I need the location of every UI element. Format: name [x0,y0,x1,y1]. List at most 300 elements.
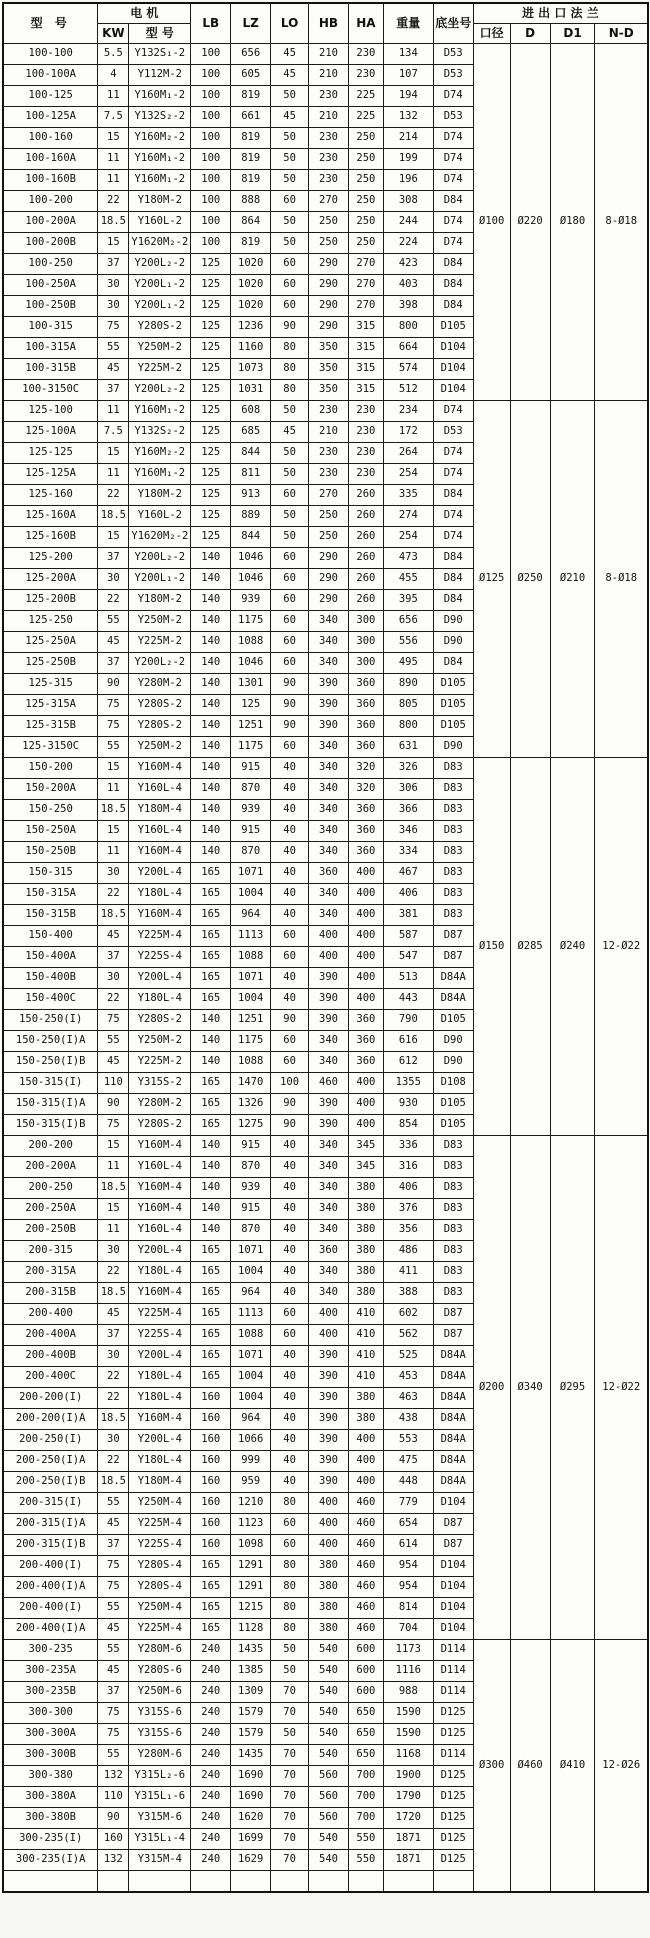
cell-model: 125-315B [3,716,98,737]
cell-ha: 230 [348,44,383,65]
cell-kw: 15 [98,821,129,842]
cell-base-no: D105 [433,1094,473,1115]
column-header-ha: HA [348,3,383,44]
cell-lb: 125 [191,254,231,275]
cell-lb: 160 [191,1472,231,1493]
cell-lb: 240 [191,1661,231,1682]
cell-lo: 70 [271,1829,309,1850]
cell-motor-model: Y200L-4 [129,1430,191,1451]
cell-weight: 475 [383,1451,433,1472]
cell-ha: 380 [348,1241,383,1262]
cell-ha: 650 [348,1703,383,1724]
cell-weight: 335 [383,485,433,506]
cell-ha: 460 [348,1535,383,1556]
cell-lb: 140 [191,1136,231,1157]
cell-hb: 390 [309,989,349,1010]
cell-motor-model: Y1620M₂-2 [129,233,191,254]
cell-lo: 50 [271,464,309,485]
cell-model: 100-250A [3,275,98,296]
cell-lb: 165 [191,884,231,905]
cell-lb: 140 [191,590,231,611]
cell-hb: 340 [309,1178,349,1199]
cell-ha: 250 [348,149,383,170]
cell-lo: 70 [271,1787,309,1808]
cell-lo: 40 [271,884,309,905]
cell-kw: 15 [98,443,129,464]
cell-base-no: D105 [433,1010,473,1031]
table-row [3,758,648,779]
cell-hb: 340 [309,1157,349,1178]
cell-kw: 90 [98,1808,129,1829]
cell-lz: 870 [231,842,271,863]
cell-lz: 1046 [231,548,271,569]
cell-lb: 160 [191,1409,231,1430]
cell-lz: 1020 [231,275,271,296]
cell-kw: 11 [98,149,129,170]
cell-model: 200-315(I)B [3,1535,98,1556]
cell-lo: 60 [271,254,309,275]
cell-model: 200-400B [3,1346,98,1367]
cell-base-no: D87 [433,1514,473,1535]
column-header-lz: LZ [231,3,271,44]
cell-ha: 345 [348,1136,383,1157]
cell-base-no: D83 [433,1178,473,1199]
cell-lb: 165 [191,1262,231,1283]
cell-model: 100-315A [3,338,98,359]
cell-weight: 547 [383,947,433,968]
cell-lb: 140 [191,632,231,653]
cell-lb: 140 [191,716,231,737]
cell-model: 200-200(I)A [3,1409,98,1430]
cell-kw: 22 [98,191,129,212]
cell-weight: 631 [383,737,433,758]
cell-motor-model: Y280S-2 [129,1115,191,1136]
cell-ha: 460 [348,1493,383,1514]
cell-kw: 55 [98,1745,129,1766]
cell-motor-model: Y180M-4 [129,800,191,821]
cell-ha: 380 [348,1178,383,1199]
cell-hb: 350 [309,359,349,380]
cell-base-no: D84A [433,1346,473,1367]
cell-weight: 1168 [383,1745,433,1766]
cell-lo: 90 [271,1010,309,1031]
cell-motor-model: Y160L-4 [129,779,191,800]
cell-lz: 1620 [231,1808,271,1829]
cell-ha: 650 [348,1724,383,1745]
cell-lb: 125 [191,506,231,527]
cell-lz: 1291 [231,1577,271,1598]
cell-motor-model: Y250M-2 [129,737,191,758]
cell-lo: 40 [271,863,309,884]
cell-motor-model: Y315L₂-6 [129,1766,191,1787]
cell-lo: 90 [271,317,309,338]
cell-ha: 320 [348,779,383,800]
cell-hb: 340 [309,1052,349,1073]
cell-lz: 1435 [231,1745,271,1766]
cell-lb: 125 [191,380,231,401]
cell-ha: 600 [348,1640,383,1661]
cell-model: 100-100 [3,44,98,65]
cell-hb: 390 [309,1388,349,1409]
cell-base-no: D83 [433,905,473,926]
cell-weight: 954 [383,1577,433,1598]
cell-ha: 400 [348,947,383,968]
cell-kw: 30 [98,1430,129,1451]
cell-base-no: D90 [433,632,473,653]
cell-hb: 250 [309,527,349,548]
cell-lz: 870 [231,1220,271,1241]
cell-ha: 270 [348,296,383,317]
cell-base-no: D83 [433,1283,473,1304]
cell-lb: 140 [191,842,231,863]
cell-lz: 889 [231,506,271,527]
cell-hb: 390 [309,1451,349,1472]
cell-ha: 380 [348,1409,383,1430]
cell-lz: 959 [231,1472,271,1493]
cell-kw: 37 [98,380,129,401]
cell-ha: 360 [348,737,383,758]
cell-base-no: D84 [433,548,473,569]
cell-lo: 40 [271,968,309,989]
cell-model: 150-315(I) [3,1073,98,1094]
cell-base-no: D105 [433,1115,473,1136]
cell-hb: 340 [309,779,349,800]
cell-kw: 11 [98,170,129,191]
cell-kw: 45 [98,926,129,947]
cell-base-no: D87 [433,1535,473,1556]
cell-lb: 240 [191,1850,231,1871]
cell-model: 100-200 [3,191,98,212]
cell-hb: 340 [309,758,349,779]
cell-lb: 165 [191,968,231,989]
cell-kw: 4 [98,65,129,86]
cell-lb: 125 [191,422,231,443]
cell-model: 100-160B [3,170,98,191]
cell-ha: 380 [348,1220,383,1241]
cell-model: 200-400(I)A [3,1577,98,1598]
column-header-model: 型 号 [3,3,98,44]
cell-motor-model: Y280S-2 [129,317,191,338]
cell-weight: 234 [383,401,433,422]
cell-ha: 300 [348,632,383,653]
cell-ha: 650 [348,1745,383,1766]
cell-hb: 400 [309,1535,349,1556]
header-row-1 [3,3,648,24]
cell-model: 300-235(I) [3,1829,98,1850]
cell-motor-model: Y280M-2 [129,1094,191,1115]
cell-motor-model: Y225S-4 [129,1325,191,1346]
cell-ha: 400 [348,1430,383,1451]
cell-base-no: D84A [433,1388,473,1409]
cell-weight: 264 [383,443,433,464]
cell-weight: 467 [383,863,433,884]
cell-base-no: D83 [433,1199,473,1220]
cell-model: 100-160A [3,149,98,170]
cell-flange-d: Ø220 [510,44,550,401]
cell-base-no: D53 [433,107,473,128]
cell-weight: 463 [383,1388,433,1409]
cell-lo: 50 [271,1661,309,1682]
cell-lo: 90 [271,695,309,716]
cell-flange-bore: Ø200 [473,1136,510,1640]
cell-lz: 939 [231,800,271,821]
cell-lo: 45 [271,44,309,65]
cell-lo: 60 [271,548,309,569]
cell-model: 150-315 [3,863,98,884]
cell-motor-model: Y160M-4 [129,1409,191,1430]
cell-weight: 244 [383,212,433,233]
cell-lb: 140 [191,1157,231,1178]
cell-model: 125-200 [3,548,98,569]
spec-sheet [0,2,650,1893]
cell-lb: 140 [191,548,231,569]
cell-weight: 398 [383,296,433,317]
cell-motor-model: Y315M-6 [129,1808,191,1829]
cell-lo: 40 [271,1136,309,1157]
cell-lo: 40 [271,821,309,842]
cell-lo: 40 [271,1262,309,1283]
cell-base-no: D83 [433,1241,473,1262]
cell-ha: 380 [348,1262,383,1283]
cell-lo: 70 [271,1703,309,1724]
cell-hb: 250 [309,506,349,527]
cell-lo: 80 [271,1619,309,1640]
cell-ha: 360 [348,800,383,821]
cell-hb: 540 [309,1850,349,1871]
cell-kw: 30 [98,1346,129,1367]
cell-ha: 400 [348,968,383,989]
cell-weight: 779 [383,1493,433,1514]
cell-kw: 45 [98,1619,129,1640]
cell-lz: 1031 [231,380,271,401]
cell-ha: 460 [348,1577,383,1598]
cell-motor-model: Y160M₂-2 [129,443,191,464]
cell-hb: 340 [309,1283,349,1304]
cell-lb: 165 [191,1367,231,1388]
cell-lb: 165 [191,1346,231,1367]
cell-hb: 290 [309,296,349,317]
cell-flange-d1: Ø210 [550,401,595,758]
cell-base-no: D84A [433,1451,473,1472]
cell-base-no: D87 [433,926,473,947]
cell-lz: 1128 [231,1619,271,1640]
cell-lz: 1071 [231,863,271,884]
cell-lb: 165 [191,1283,231,1304]
cell-model: 300-235A [3,1661,98,1682]
cell-hb: 230 [309,443,349,464]
cell-lz: 1088 [231,947,271,968]
cell-motor-model: Y250M-2 [129,611,191,632]
cell-model: 300-300A [3,1724,98,1745]
cell-motor-model: Y200L₂-2 [129,653,191,674]
cell-lz: 1113 [231,1304,271,1325]
cell-lz [231,1871,271,1893]
cell-lo: 80 [271,1598,309,1619]
cell-ha: 400 [348,1094,383,1115]
column-header-motor-group: 电 机 [98,3,191,24]
cell-weight: 486 [383,1241,433,1262]
cell-lb: 165 [191,989,231,1010]
cell-motor-model: Y225M-4 [129,1619,191,1640]
cell-lz: 913 [231,485,271,506]
cell-ha: 550 [348,1850,383,1871]
cell-ha: 360 [348,1010,383,1031]
cell-lz: 1175 [231,611,271,632]
cell-base-no: D104 [433,1493,473,1514]
cell-ha: 315 [348,317,383,338]
cell-model: 125-315 [3,674,98,695]
cell-flange-d1: Ø180 [550,44,595,401]
cell-lb: 125 [191,527,231,548]
cell-lz: 1690 [231,1766,271,1787]
cell-kw: 37 [98,548,129,569]
cell-model: 100-125 [3,86,98,107]
cell-model: 150-200 [3,758,98,779]
cell-base-no: D74 [433,233,473,254]
cell-hb: 380 [309,1619,349,1640]
cell-lb: 240 [191,1724,231,1745]
cell-ha: 400 [348,926,383,947]
cell-lb: 140 [191,695,231,716]
cell-lo: 70 [271,1745,309,1766]
cell-weight: 334 [383,842,433,863]
cell-lz: 1301 [231,674,271,695]
cell-base-no: D104 [433,1619,473,1640]
cell-model: 150-400 [3,926,98,947]
cell-kw [98,1871,129,1893]
cell-weight: 326 [383,758,433,779]
cell-motor-model: Y250M-4 [129,1598,191,1619]
cell-hb: 250 [309,212,349,233]
cell-model: 100-100A [3,65,98,86]
cell-base-no: D90 [433,1031,473,1052]
cell-lb: 125 [191,296,231,317]
cell-kw: 55 [98,1598,129,1619]
cell-hb: 340 [309,611,349,632]
cell-weight: 172 [383,422,433,443]
cell-weight: 274 [383,506,433,527]
cell-motor-model: Y200L-4 [129,863,191,884]
cell-hb: 540 [309,1829,349,1850]
cell-lb: 160 [191,1430,231,1451]
cell-lo: 50 [271,1640,309,1661]
cell-ha: 250 [348,128,383,149]
cell-model: 150-250(I)A [3,1031,98,1052]
cell-lo: 50 [271,527,309,548]
cell-lo: 70 [271,1850,309,1871]
cell-kw: 18.5 [98,212,129,233]
cell-model: 125-160B [3,527,98,548]
cell-lo: 60 [271,653,309,674]
cell-kw: 30 [98,569,129,590]
cell-base-no: D84A [433,1430,473,1451]
cell-lb: 165 [191,1325,231,1346]
cell-weight: 525 [383,1346,433,1367]
cell-kw: 45 [98,1514,129,1535]
cell-weight: 664 [383,338,433,359]
cell-model: 150-315(I)A [3,1094,98,1115]
cell-hb: 380 [309,1577,349,1598]
cell-model: 125-160A [3,506,98,527]
cell-base-no: D125 [433,1808,473,1829]
cell-base-no: D125 [433,1724,473,1745]
cell-lo: 80 [271,338,309,359]
cell-base-no: D125 [433,1829,473,1850]
cell-kw: 110 [98,1787,129,1808]
cell-lz: 870 [231,779,271,800]
cell-base-no: D84 [433,569,473,590]
cell-weight: 890 [383,674,433,695]
cell-lo: 90 [271,1115,309,1136]
cell-model: 200-250B [3,1220,98,1241]
cell-hb: 210 [309,65,349,86]
cell-model: 150-250(I)B [3,1052,98,1073]
cell-base-no: D84 [433,191,473,212]
cell-base-no: D83 [433,842,473,863]
cell-base-no: D87 [433,1304,473,1325]
cell-model [3,1871,98,1893]
cell-hb: 390 [309,1094,349,1115]
cell-lo: 40 [271,1283,309,1304]
cell-lo: 40 [271,758,309,779]
cell-hb: 390 [309,1367,349,1388]
column-header-d: D [510,24,550,44]
cell-motor-model: Y180L-4 [129,884,191,905]
cell-kw: 15 [98,527,129,548]
cell-kw: 110 [98,1073,129,1094]
cell-base-no: D114 [433,1640,473,1661]
cell-motor-model: Y160M-4 [129,1283,191,1304]
cell-lo: 60 [271,590,309,611]
cell-model: 100-125A [3,107,98,128]
cell-hb: 390 [309,1430,349,1451]
cell-weight: 388 [383,1283,433,1304]
cell-kw: 15 [98,1199,129,1220]
cell-kw: 7.5 [98,107,129,128]
cell-motor-model: Y180L-4 [129,1388,191,1409]
cell-base-no: D84A [433,1472,473,1493]
cell-lb: 125 [191,317,231,338]
cell-lz: 1215 [231,1598,271,1619]
cell-base-no: D74 [433,212,473,233]
cell-lz: 819 [231,86,271,107]
cell-ha: 400 [348,1451,383,1472]
cell-model: 200-200 [3,1136,98,1157]
cell-flange-nd: 12-Ø26 [595,1640,648,1893]
cell-motor-model: Y200L₁-2 [129,275,191,296]
cell-weight: 1720 [383,1808,433,1829]
cell-weight: 306 [383,779,433,800]
cell-model: 125-3150C [3,737,98,758]
cell-base-no: D84A [433,968,473,989]
cell-lz: 939 [231,590,271,611]
cell-weight: 854 [383,1115,433,1136]
cell-ha: 260 [348,590,383,611]
cell-hb: 350 [309,380,349,401]
cell-model: 300-300B [3,1745,98,1766]
cell-base-no: D90 [433,737,473,758]
cell-lo: 70 [271,1766,309,1787]
cell-ha: 260 [348,569,383,590]
cell-ha: 380 [348,1283,383,1304]
cell-model: 125-250 [3,611,98,632]
cell-hb: 250 [309,233,349,254]
cell-ha: 460 [348,1619,383,1640]
cell-lz: 811 [231,464,271,485]
cell-model: 200-400C [3,1367,98,1388]
cell-weight: 356 [383,1220,433,1241]
cell-lz: 819 [231,128,271,149]
